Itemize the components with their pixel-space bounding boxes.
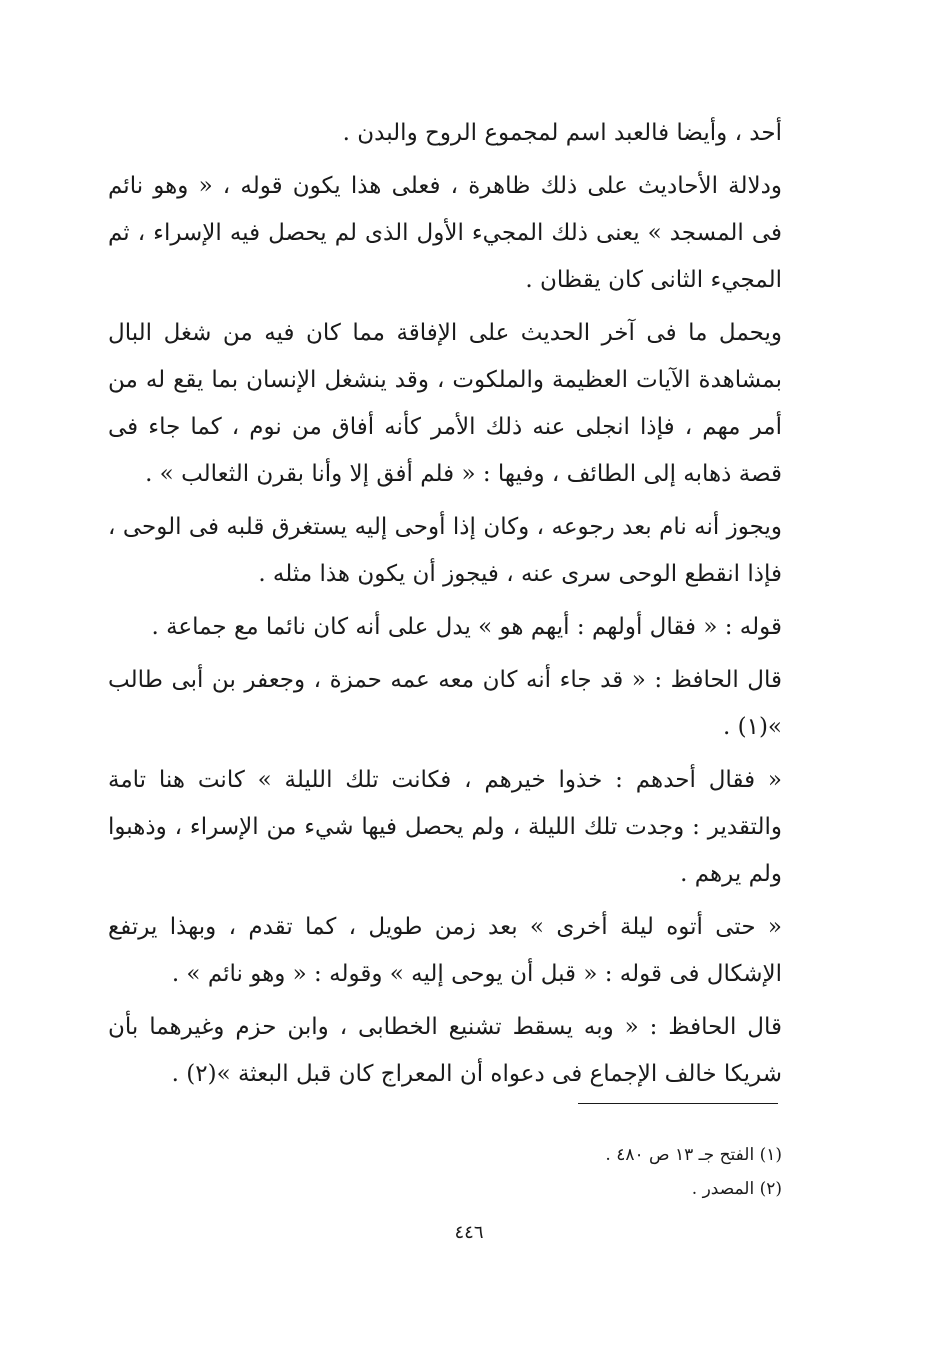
footnote-1: (١) الفتح جـ ١٣ ص ٤٨٠ . — [605, 1145, 782, 1165]
footnotes — [400, 1138, 782, 1206]
footnote-2: (٢) المصدر . — [691, 1179, 782, 1199]
paragraph-5: قوله : « فقال أولهم : أيهم هو » يدل على أنه كان نائما مع جماعة . — [151, 614, 782, 640]
paragraph-2: ودلالة الأحاديث على ذلك ظاهرة ، فعلى هذا يكون قوله ، « وهو نائم فى المسجد » يعنى ذلك المجيء الأول الذى لم يحصل فيه الإسراء ، ثم المجيء الثانى كان يقظان . — [108, 173, 782, 293]
paragraph-9: قال الحافظ : « وبه يسقط تشنيع الخطابى ، وابن حزم وغيرهما بأن شريكا خالف الإجماع فى دعواه أن المعراج كان قبل البعثة »(٢) . — [108, 1014, 782, 1087]
paragraph-1: أحد ، وأيضا فالعبد اسم لمجموع الروح والبدن . — [342, 120, 782, 146]
page-number: ٤٤٦ — [454, 1222, 484, 1243]
paragraph-3: ويحمل ما فى آخر الحديث على الإفاقة مما كان فيه من شغل البال بمشاهدة الآيات العظيمة والملكوت ، وقد ينشغل الإنسان بما يقع له من أمر مهم ، فإذا انجلى عنه ذلك الأمر كأنه أفاق من نوم ، كما جاء فى قصة ذهابه إلى الطائف ، وفيها : « فلم أفق إلا وأنا بقرن الثعالب » . — [108, 320, 782, 487]
paragraph-6: قال الحافظ : « قد جاء أنه كان معه عمه حمزة ، وجعفر بن أبى طالب »(١) . — [108, 667, 782, 740]
main-text — [108, 110, 782, 1104]
footnote-separator — [578, 1103, 778, 1104]
paragraph-7: « فقال أحدهم : خذوا خيرهم ، فكانت تلك الليلة » كانت هنا تامة والتقدير : وجدت تلك الليلة ، ولم يحصل فيها شيء من الإسراء ، وذهبوا ولم يرهم . — [108, 767, 782, 887]
paragraph-4: ويجوز أنه نام بعد رجوعه ، وكان إذا أوحى إليه يستغرق قلبه فى الوحى ، فإذا انقطع الوحى سرى عنه ، فيجوز أن يكون هذا مثله . — [108, 514, 782, 587]
paragraph-8: « حتى أتوه ليلة أخرى » بعد زمن طويل ، كما تقدم ، وبهذا يرتفع الإشكال فى قوله : « قبل أن يوحى إليه » وقوله : « وهو نائم » . — [108, 914, 782, 987]
